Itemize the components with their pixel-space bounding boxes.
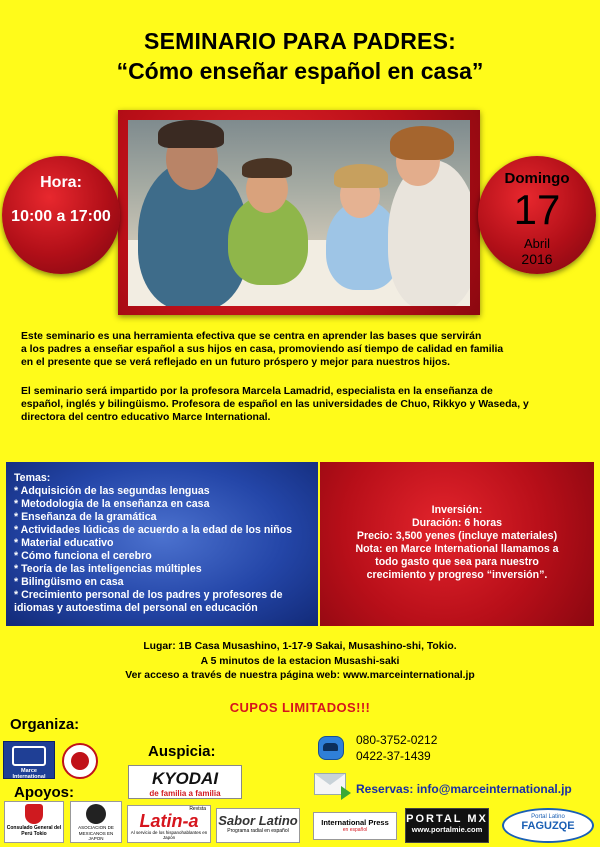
title-line-2: “Cómo enseñar español en casa”: [116, 58, 484, 84]
email-icon: [314, 773, 346, 795]
asociacion-text: ASOCIACION DE MEXICANOS EN JAPON: [78, 825, 114, 841]
family-photo: [128, 120, 470, 306]
investment-line: todo gasto que sea para nuestro: [375, 556, 539, 568]
latina-name: Latin-a: [139, 811, 199, 831]
investment-box: [320, 462, 594, 626]
international-press-logo: [313, 812, 397, 840]
consulado-text: Consulado General del Perú Tokio: [6, 825, 62, 837]
time-value: 10:00 a 17:00: [11, 208, 111, 225]
kyodai-tagline: de familia a familia: [149, 789, 221, 798]
investment-heading: Inversión:: [431, 504, 483, 516]
date-year: 2016: [521, 251, 553, 267]
bio-line: directora del centro educativo Marce International.: [21, 412, 271, 423]
marce-international-logo: [3, 741, 55, 779]
date-weekday: Domingo: [504, 170, 570, 187]
portal-name: PORTAL MX: [406, 813, 488, 825]
asociacion-mexicanos-logo: [70, 801, 122, 843]
topic-item: * Enseñanza de la gramática: [14, 511, 157, 523]
faguzqe-logo: [502, 808, 594, 843]
intro-line: en el presente que se verá reflejado en un futuro próspero y mejor para nuestros hijos.: [21, 357, 451, 368]
topic-item: * Adquisición de las segundas lenguas: [14, 485, 210, 497]
topics-list: [14, 472, 292, 615]
sabor-latino-logo: [216, 808, 300, 843]
topic-item: * Material educativo: [14, 537, 114, 549]
location-station: A 5 minutos de la estacion Musashi-saki: [200, 656, 400, 667]
topic-item: idiomas y autoestima del personal en educación: [14, 602, 258, 614]
date-month: Abril: [523, 236, 550, 251]
faguzqe-name: FAGUZQE: [521, 820, 575, 832]
investment-line: Precio: 3,500 yenes (incluye materiales): [356, 530, 558, 542]
portal-mx-logo: [405, 808, 489, 843]
intro-paragraph: [21, 330, 581, 369]
topic-item: * Actividades lúdicas de acuerdo a la edad de los niños: [14, 524, 293, 536]
reservations-email[interactable]: Reservas: info@marceinternational.jp: [356, 782, 572, 796]
auspicia-label: Auspicia:: [148, 743, 216, 760]
phone-2[interactable]: 0422-37-1439: [356, 749, 431, 763]
title-line-1: SEMINARIO PARA PADRES:: [144, 28, 456, 54]
limited-seats-notice: CUPOS LIMITADOS!!!: [229, 700, 371, 715]
consulado-peru-logo: [4, 801, 64, 843]
location-web: Ver acceso a través de nuestra página web: www.marceinternational.jp: [125, 670, 475, 681]
investment-line: Duración: 6 horas: [411, 517, 503, 529]
time-label: Hora:: [40, 174, 82, 191]
telephone-icon: [318, 736, 344, 760]
bio-line: español, inglés y bilingüismo. Profesora de español en las universidades de Chuo, Rikkyo y Waseda, y: [21, 399, 529, 410]
kyodai-logo: [128, 765, 242, 799]
organiza-label: Organiza:: [10, 716, 80, 733]
topic-item: * Crecimiento personal de los padres y profesores de: [14, 589, 283, 601]
investment-details: [320, 504, 594, 582]
phone-numbers: [356, 732, 437, 764]
apoyos-label: Apoyos:: [14, 784, 74, 801]
ipress-name: International Press: [321, 818, 389, 827]
faguzqe-small: Portal Latino: [531, 814, 565, 820]
partner-seal-logo: [62, 743, 98, 779]
topic-item: * Cómo funciona el cerebro: [14, 550, 152, 562]
latina-small: Revista: [189, 806, 206, 812]
sabor-name: Sabor Latino: [218, 813, 298, 828]
date-badge: [478, 156, 596, 274]
topic-item: * Teoría de las inteligencias múltiples: [14, 563, 202, 575]
kyodai-name: KYODAI: [151, 769, 219, 788]
topic-item: * Metodología de la enseñanza en casa: [14, 498, 210, 510]
investment-line: Nota: en Marce International llamamos a: [355, 543, 559, 555]
portal-url: www.portalmie.com: [411, 825, 483, 834]
intro-line: a los padres a enseñar español a sus hijos en casa, promoviendo así tiempo de calidad en familia: [21, 344, 504, 355]
time-badge: [2, 156, 120, 274]
location-address: Lugar: 1B Casa Musashino, 1-17-9 Sakai, Musashino-shi, Tokio.: [143, 641, 457, 652]
bio-line: El seminario será impartido por la profesora Marcela Lamadrid, especialista en la enseñanza de: [21, 386, 493, 397]
sabor-tagline: Programa radial en español: [227, 828, 289, 834]
revista-latina-logo: [127, 805, 211, 843]
instructor-paragraph: [21, 385, 581, 424]
intro-line: Este seminario es una herramienta efectiva que se centra en aprender las bases que servirán: [21, 331, 482, 342]
ipress-tagline: en español: [342, 827, 368, 833]
phone-1[interactable]: 080-3752-0212: [356, 733, 438, 747]
topics-heading: Temas:: [14, 472, 51, 484]
latina-tagline: Al servicio de los hispanohablantes en Japón: [130, 830, 208, 840]
date-day: 17: [513, 186, 561, 233]
topic-item: * Bilingüismo en casa: [14, 576, 124, 588]
marce-logo-text: Marce International: [12, 768, 46, 779]
investment-line: crecimiento y progreso “inversión”.: [366, 569, 548, 581]
topics-box: [6, 462, 318, 626]
